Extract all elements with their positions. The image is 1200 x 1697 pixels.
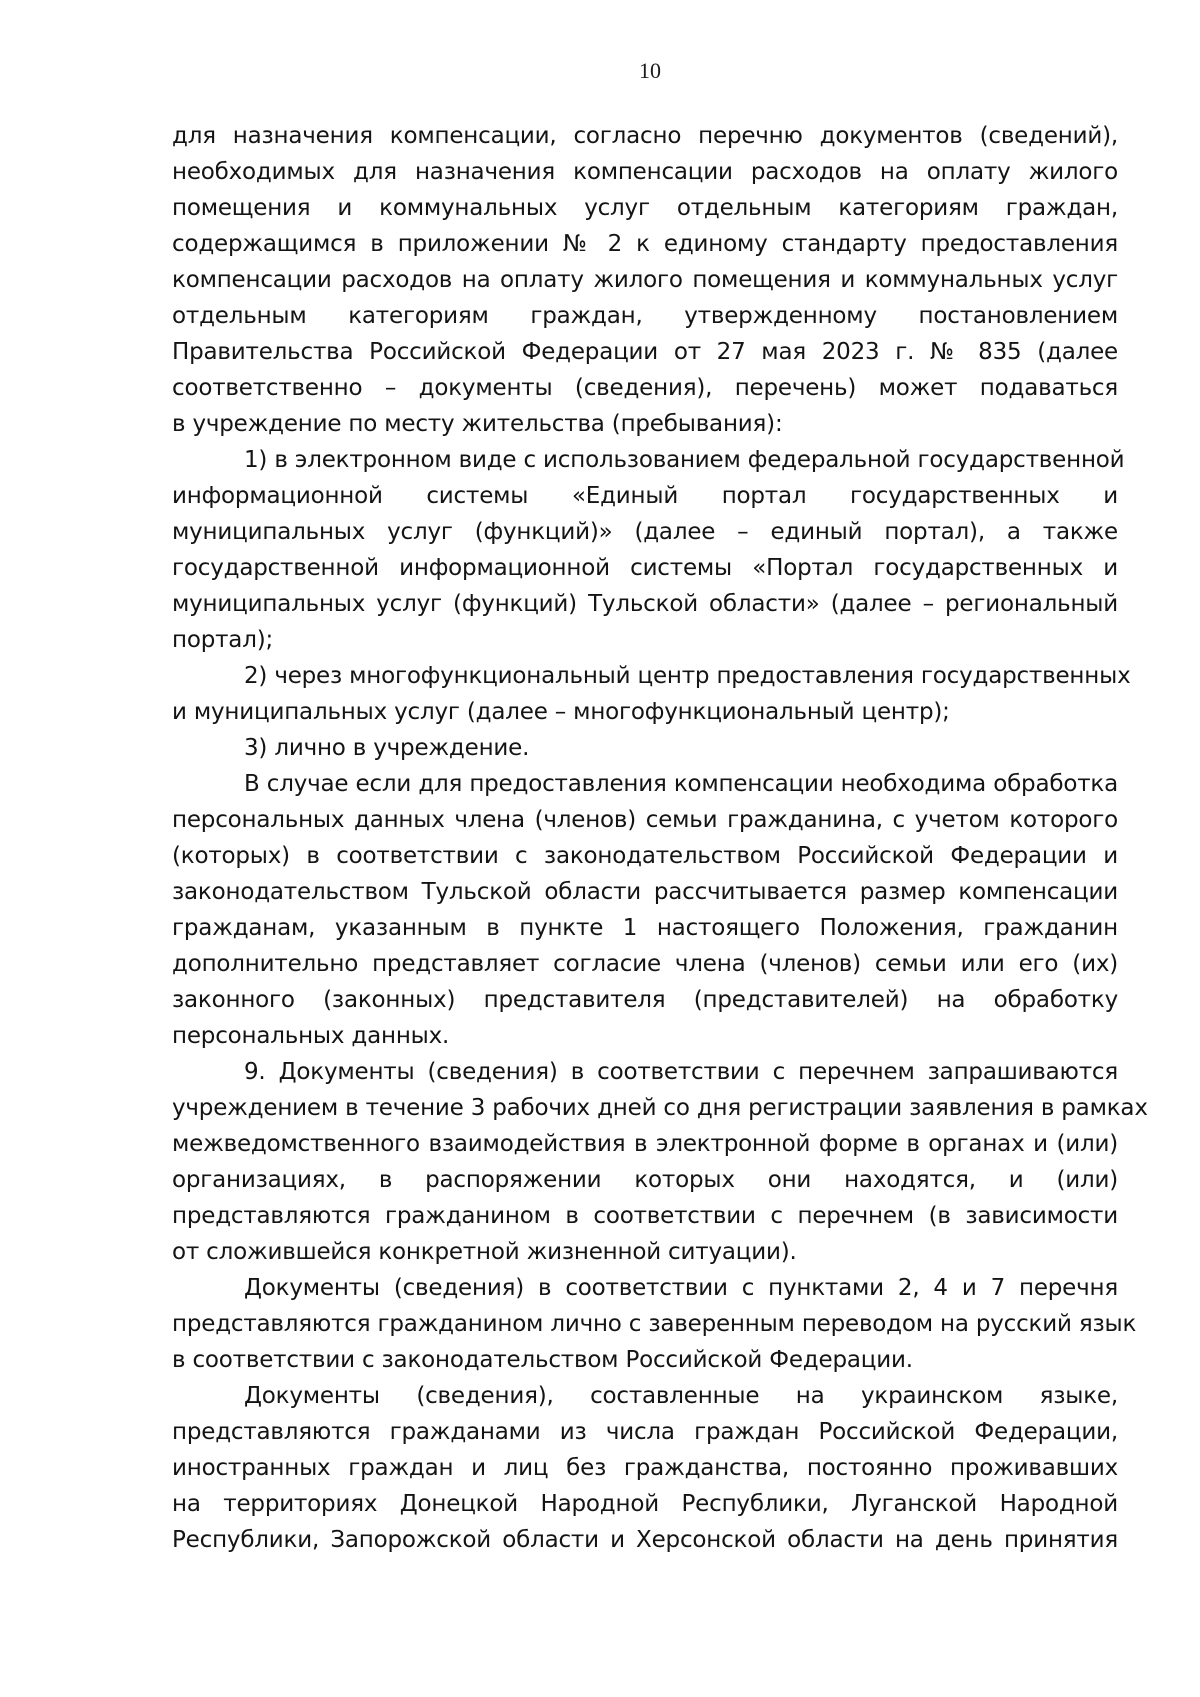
- text-line: межведомственного взаимодействия в электронной форме в органах и (или): [172, 1131, 1118, 1157]
- text-line: 1) в электронном виде с использованием федеральной государственной: [244, 447, 1125, 473]
- text-line: отдельным категориям граждан, утвержденному постановлением: [172, 303, 1118, 329]
- text-line: муниципальных услуг (функций) Тульской области» (далее – региональный: [172, 591, 1118, 617]
- text-line: дополнительно представляет согласие члена (членов) семьи или его (их): [172, 951, 1118, 977]
- text-line: Республики, Запорожской области и Херсонской области на день принятия: [172, 1527, 1118, 1553]
- document-body: [172, 118, 1148, 1558]
- text-line: персональных данных.: [172, 1023, 450, 1049]
- text-line: информационной системы «Единый портал государственных и: [172, 483, 1118, 509]
- text-line: 2) через многофункциональный центр предоставления государственных: [244, 663, 1131, 689]
- text-line: компенсации расходов на оплату жилого помещения и коммунальных услуг: [172, 267, 1118, 293]
- text-line: представляются гражданами из числа граждан Российской Федерации,: [172, 1419, 1118, 1445]
- text-line: портал);: [172, 627, 274, 653]
- page-number: 10: [639, 58, 661, 83]
- text-line: законного (законных) представителя (представителей) на обработку: [172, 987, 1118, 1013]
- text-line: помещения и коммунальных услуг отдельным категориям граждан,: [172, 195, 1118, 221]
- text-line: 3) лично в учреждение.: [244, 735, 530, 761]
- text-line: в соответствии с законодательством Российской Федерации.: [172, 1347, 913, 1373]
- text-line: и муниципальных услуг (далее – многофункциональный центр);: [172, 699, 950, 725]
- text-line: в учреждение по месту жительства (пребывания):: [172, 411, 783, 437]
- text-line: государственной информационной системы «Портал государственных и: [172, 555, 1118, 581]
- text-line: (которых) в соответствии с законодательством Российской Федерации и: [172, 843, 1118, 869]
- text-line: соответственно – документы (сведения), перечень) может подаваться: [172, 375, 1118, 401]
- text-line: представляются гражданином в соответствии с перечнем (в зависимости: [172, 1203, 1118, 1229]
- text-line: Правительства Российской Федерации от 27 мая 2023 г. № 835 (далее: [172, 339, 1118, 365]
- text-line: организациях, в распоряжении которых они находятся, и (или): [172, 1167, 1118, 1193]
- text-line: персональных данных члена (членов) семьи гражданина, с учетом которого: [172, 807, 1118, 833]
- text-line: Документы (сведения), составленные на украинском языке,: [244, 1383, 1118, 1409]
- text-line: учреждением в течение 3 рабочих дней со дня регистрации заявления в рамках: [172, 1095, 1148, 1121]
- text-line: иностранных граждан и лиц без гражданства, постоянно проживавших: [172, 1455, 1118, 1481]
- text-line: на территориях Донецкой Народной Республики, Луганской Народной: [172, 1491, 1118, 1517]
- text-line: Документы (сведения) в соответствии с пунктами 2, 4 и 7 перечня: [244, 1275, 1118, 1301]
- text-line: законодательством Тульской области рассчитывается размер компенсации: [172, 879, 1118, 905]
- text-line: представляются гражданином лично с заверенным переводом на русский язык: [172, 1311, 1137, 1337]
- text-line: 9. Документы (сведения) в соответствии с перечнем запрашиваются: [244, 1059, 1118, 1085]
- text-line: необходимых для назначения компенсации расходов на оплату жилого: [172, 159, 1118, 185]
- text-line: от сложившейся конкретной жизненной ситуации).: [172, 1239, 797, 1265]
- text-line: В случае если для предоставления компенсации необходима обработка: [244, 771, 1118, 797]
- text-line: содержащимся в приложении № 2 к единому стандарту предоставления: [172, 231, 1118, 257]
- text-line: для назначения компенсации, согласно перечню документов (сведений),: [172, 123, 1118, 149]
- text-line: гражданам, указанным в пункте 1 настоящего Положения, гражданин: [172, 915, 1118, 941]
- text-line: муниципальных услуг (функций)» (далее – единый портал), а также: [172, 519, 1118, 545]
